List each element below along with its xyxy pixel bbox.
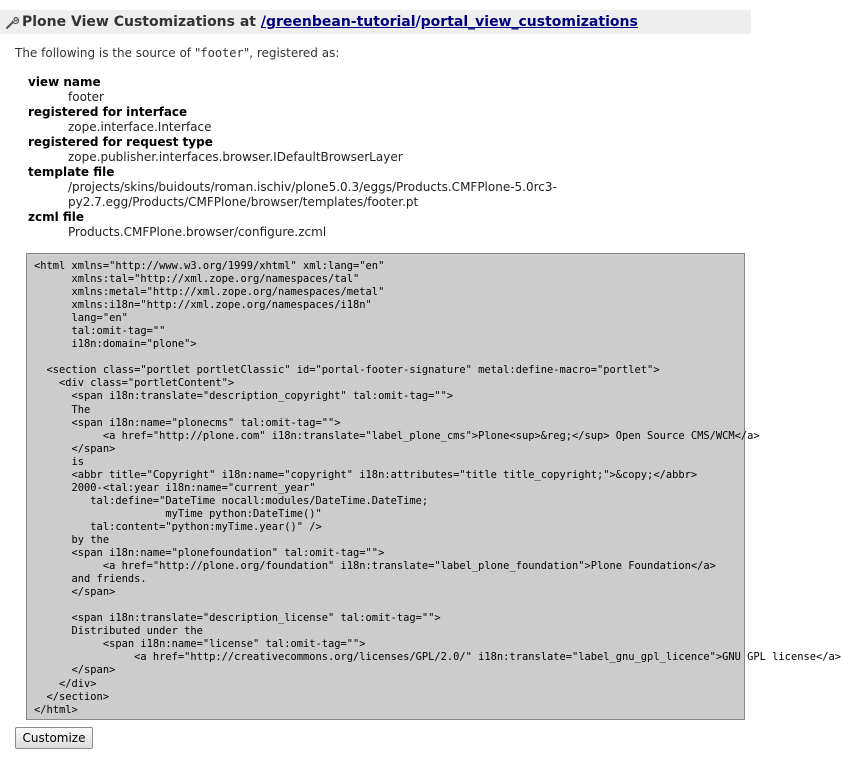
source-line: <span i18n:translate="description_copyright" tal:omit-tag="">	[34, 390, 454, 403]
zcml-file-label: zcml file	[28, 210, 85, 224]
wrench-icon	[4, 14, 20, 30]
intro-text	[15, 46, 339, 60]
template-file-value-line2: py2.7.egg/Products/CMFPlone/browser/templates/footer.pt	[68, 195, 419, 209]
source-line: <span i18n:translate="description_license" tal:omit-tag="">	[34, 612, 441, 625]
source-line: xmlns:tal="http://xml.zope.org/namespaces/tal"	[34, 273, 360, 286]
source-line: </span>	[34, 664, 116, 677]
source-line: tal:omit-tag=""	[34, 325, 166, 338]
source-line: myTime python:DateTime()"	[34, 507, 322, 520]
source-line: i18n:domain="plone">	[34, 338, 197, 351]
intro-view-name: footer	[200, 46, 244, 60]
source-line: lang="en"	[34, 312, 128, 325]
source-line: </span>	[34, 586, 116, 599]
breadcrumb-separator: /	[415, 14, 421, 30]
template-source-box[interactable]	[26, 253, 841, 720]
source-line: <span i18n:name="license" tal:omit-tag="">	[34, 638, 366, 651]
source-line: Distributed under the	[34, 625, 203, 638]
page-header	[0, 10, 751, 34]
source-line: </div>	[34, 677, 97, 690]
request-type-value: zope.publisher.interfaces.browser.IDefaultBrowserLayer	[68, 150, 403, 164]
source-line: </html>	[34, 703, 78, 716]
source-line: <html xmlns="http://www.w3.org/1999/xhtml" xml:lang="en"	[34, 260, 385, 272]
source-line: </section>	[34, 690, 110, 703]
request-type-label: registered for request type	[28, 135, 213, 149]
template-file-value-line1: /projects/skins/buidouts/roman.ischiv/plone5.0.3/eggs/Products.CMFPlone-5.0rc3-	[68, 180, 557, 194]
page-title-text: Plone View Customizations at	[22, 14, 256, 30]
source-line: and friends.	[34, 573, 147, 586]
source-line: <section class="portlet portletClassic" id="portal-footer-signature" metal:define-macro="portlet">	[34, 364, 660, 377]
source-line: <a href="http://plone.org/foundation" i18n:translate="label_plone_foundation">Plone Foundation</a>	[34, 560, 716, 573]
page-title	[22, 14, 638, 30]
registration-info	[28, 75, 557, 240]
source-line: <span i18n:name="plonecms" tal:omit-tag="">	[34, 416, 341, 429]
view-name-value: footer	[68, 90, 104, 104]
source-line: is	[34, 455, 85, 468]
source-line: <a href="http://creativecommons.org/licenses/GPL/2.0/" i18n:translate="label_gnu_gpl_licence">GNU GPL license</a>	[34, 651, 841, 664]
source-line: <abbr title="Copyright" i18n:name="copyright" i18n:attributes="title title_copyright;">&copy;</abbr>	[34, 468, 698, 481]
source-line: <a href="http://plone.com" i18n:translate="label_plone_cms">Plone<sup>&reg;</sup> Open Source CMS/WCM</a>	[34, 429, 760, 442]
breadcrumb-tool-link[interactable]: portal_view_customizations	[420, 14, 638, 30]
source-line: 2000-<tal:year i18n:name="current_year"	[34, 481, 316, 494]
interface-label: registered for interface	[28, 105, 188, 119]
source-line: <div class="portletContent">	[34, 377, 235, 390]
source-line: tal:content="python:myTime.year()" />	[34, 520, 322, 533]
template-source-code	[27, 254, 841, 717]
source-line: xmlns:i18n="http://xml.zope.org/namespaces/i18n"	[34, 299, 372, 312]
intro-suffix: ", registered as:	[243, 46, 340, 60]
source-line: </span>	[34, 442, 116, 455]
breadcrumb-site-link[interactable]: /greenbean-tutorial	[260, 14, 416, 30]
customize-button[interactable]: Customize	[15, 727, 93, 749]
interface-value: zope.interface.Interface	[68, 120, 212, 134]
template-file-label: template file	[28, 165, 115, 179]
view-name-label: view name	[28, 75, 101, 89]
source-line: by the	[34, 533, 110, 546]
zcml-file-value: Products.CMFPlone.browser/configure.zcml	[68, 225, 327, 239]
source-line: <span i18n:name="plonefoundation" tal:omit-tag="">	[34, 547, 385, 560]
source-line: tal:define="DateTime nocall:modules/DateTime.DateTime;	[34, 494, 429, 507]
intro-prefix: The following is the source of "	[15, 46, 201, 60]
source-line: The	[34, 403, 91, 416]
source-line: xmlns:metal="http://xml.zope.org/namespaces/metal"	[34, 286, 385, 299]
